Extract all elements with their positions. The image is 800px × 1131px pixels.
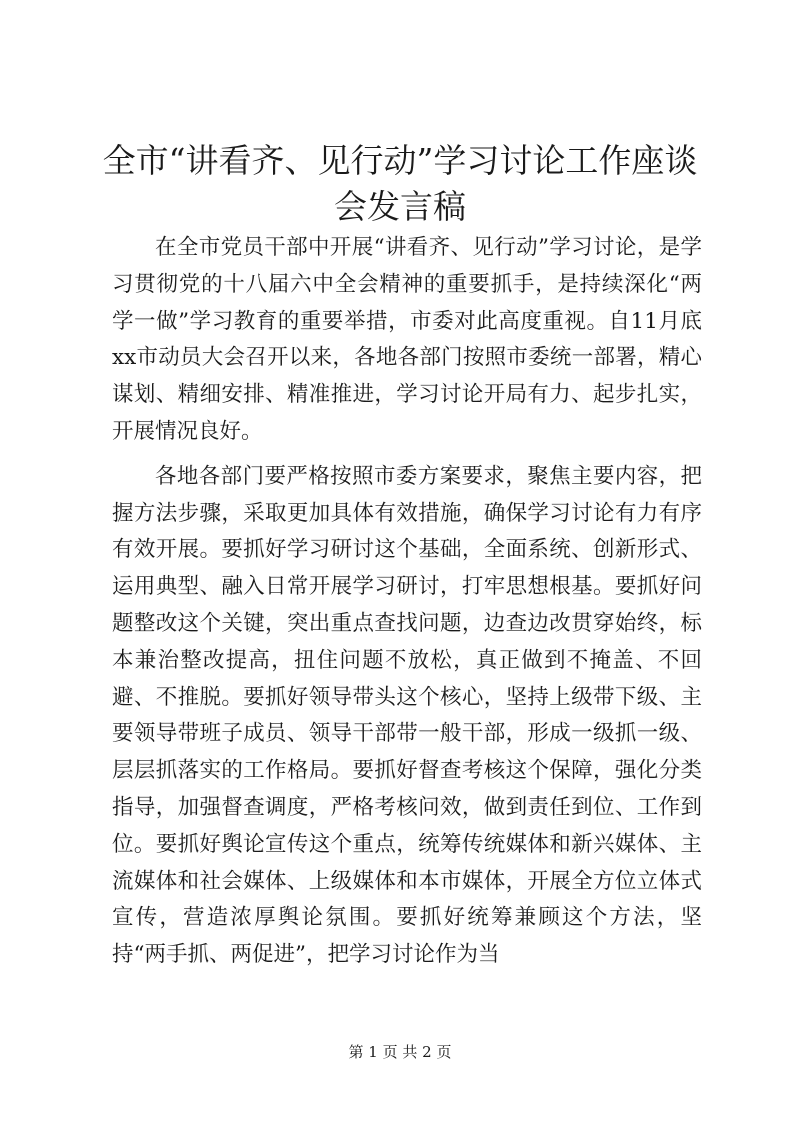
page-footer: 第 1 页 共 2 页 bbox=[348, 1043, 452, 1061]
paragraph-2: 各地各部门要严格按照市委方案要求，聚焦主要内容，把握方法步骤，采取更加具体有效措施，确保学习讨论有力有序有效开展。要抓好学习研讨这个基础，全面系统、创新形式、运用典型、融入日常开展学习研讨，打牢思想根基。要抓好问题整改这个关键，突出重点查找问题，边查边改贯穿始终，标本兼治整改提高，扭住问题不放松，真正做到不掩盖、不回避、不推脱。要抓好领导带头这个核心，坚持上级带下级、主要领导带班子成员、领导干部带一般干部，形成一级抓一级、层层抓落实的工作格局。要抓好督查考核这个保障，强化分类指导，加强督查调度，严格考核问效，做到责任到位、工作到位。要抓好舆论宣传这个重点，统筹传统媒体和新兴媒体、主流媒体和社会媒体、上级媒体和本市媒体，开展全方位立体式宣传，营造浓厚舆论氛围。要抓好统筹兼顾这个方法，坚持“两手抓、两促进”，把学习讨论作为当 bbox=[112, 463, 702, 968]
paragraph-1: 在全市党员干部中开展“讲看齐、见行动”学习讨论，是学习贯彻党的十八届六中全会精神的重要抓手，是持续深化“两学一做”学习教育的重要举措，市委对此高度重视。自11月底xx市动员大会召开以来，各地各部门按照市委统一部署，精心谋划、精细安排、精准推进，学习讨论开局有力、起步扎实，开展情况良好。 bbox=[112, 235, 702, 444]
document-body bbox=[112, 230, 702, 982]
document-title: 全市“讲看齐、见行动”学习讨论工作座谈会发言稿 bbox=[102, 141, 698, 226]
